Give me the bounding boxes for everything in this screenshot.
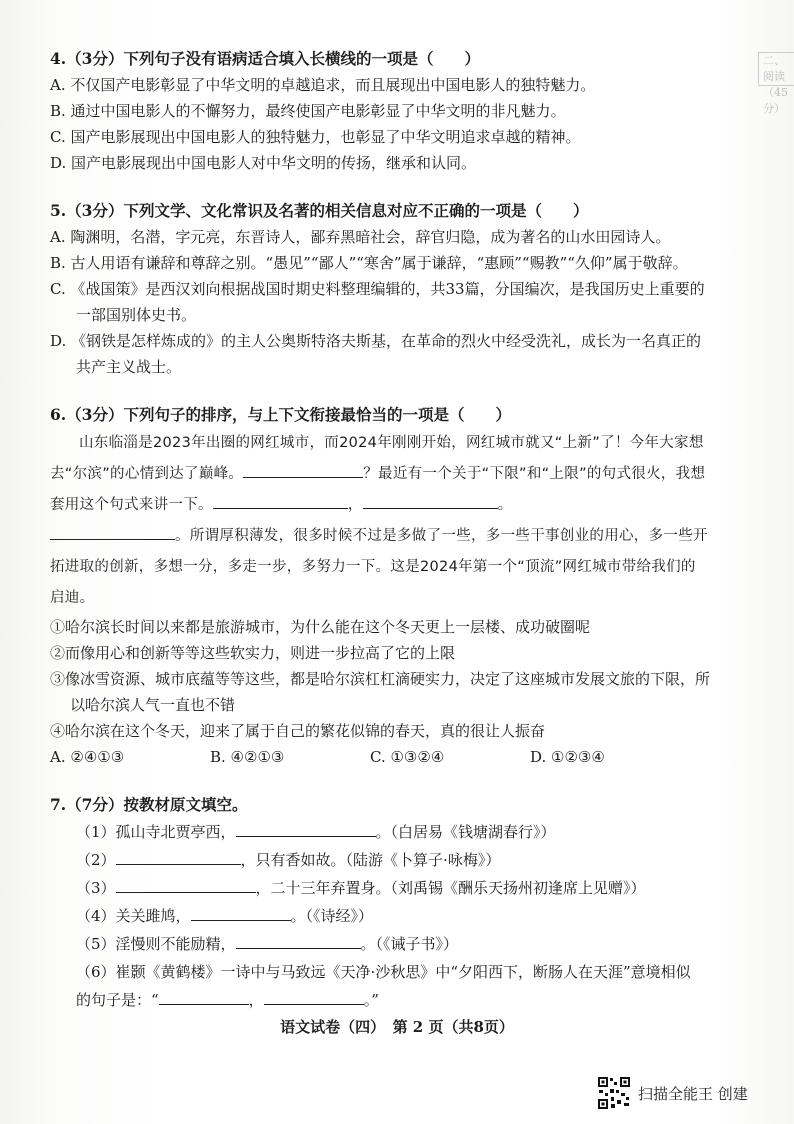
question-5-stem: 5.（3分）下列文学、文化常识及名著的相关信息对应不正确的一项是（ ） xyxy=(50,201,589,220)
question-5-option-a: A. 陶渊明，名潜，字元亮，东晋诗人，鄙弃黑暗社会，辞官归隐，成为著名的山水田园诗人。 xyxy=(50,228,671,246)
fill-prefix: （6）崔颢《黄鹤楼》一诗中与马致远《天净·沙秋思》中“夕阳西下，断肠人在天涯”意境相似 xyxy=(76,963,691,981)
adjacent-page-bleed xyxy=(758,52,794,115)
passage-text: ？最近有一个关于“下限”和“上限”的句式很火，我想套用这个句式来讲一下。 xyxy=(50,466,706,513)
question-5-option-c: C. 《战国策》是西汉刘向根据战国时期史料整理编辑的，共33篇，分国编次，是我国历史上重要的一部国别体史书。 xyxy=(50,280,705,324)
question-6-item-3: ③像冰雪资源、城市底蕴等等这些，都是哈尔滨杠杠滴硬实力，决定了这座城市发展文旅的下限，所以哈尔滨人气一直也不错 xyxy=(50,670,711,714)
answer-blank[interactable] xyxy=(363,490,498,509)
passage-text: 。所谓厚积薄发，很多时候不过是多做了一些，多一些干事创业的用心，多一些开拓进取的创新，多想一分，多走一步，多努力一下。这是2024年第一个“顶流”网红城市带给我们的启迪。 xyxy=(50,528,708,606)
question-6-passage-1: 山东临淄是2023年出圈的网红城市，而2024年刚刚开始，网红城市就又“上新”了！今年大家想去“尔滨”的心情到达了巅峰。 ？最近有一个关于“下限”和“上限”的句式很火，我想套用这个句式来讲一下。 ， 。 xyxy=(50,435,706,513)
questions-area xyxy=(50,46,710,1036)
fill-suffix: 。（白居易《钱塘湖春行》） xyxy=(375,823,556,841)
fill-prefix: （3） xyxy=(76,879,116,897)
question-4-option-a: A. 不仅国产电影彰显了中华文明的卓越追求，而且展现出中国电影人的独特魅力。 xyxy=(50,76,596,94)
question-4-option-d: D. 国产电影展现出中国电影人对中华文明的传扬，继承和认同。 xyxy=(50,154,477,172)
question-6-passage-2 xyxy=(50,521,710,614)
page-footer: 语文试卷（四） 第 2 页（共8页） xyxy=(280,1018,514,1036)
question-4 xyxy=(50,46,710,176)
question-4-option-c: C. 国产电影展现出中国电影人的独特魅力，也彰显了中华文明追求卓越的精神。 xyxy=(50,128,581,146)
fill-suffix: 。” xyxy=(363,991,379,1009)
fill-line-2 xyxy=(50,846,710,874)
answer-blank[interactable] xyxy=(236,930,361,949)
choice-b[interactable]: B. ④②①③ xyxy=(210,748,285,766)
question-6-stem: 6.（3分）下列句子的排序，与上下文衔接最恰当的一项是（ ） xyxy=(50,405,511,424)
answer-blank[interactable] xyxy=(264,986,364,1005)
fill-prefix: （5）淫慢则不能励精， xyxy=(76,935,236,953)
fill-suffix: 。（《诗经》） xyxy=(290,907,374,925)
fill-prefix: 的句子是：“ xyxy=(76,991,159,1009)
fill-separator: ， xyxy=(248,991,264,1009)
answer-blank[interactable] xyxy=(213,490,348,509)
choice-a[interactable]: A. ②④①③ xyxy=(50,748,125,766)
fill-prefix: （1）孤山寺北贾亭西， xyxy=(76,823,236,841)
question-6-item-1: ①哈尔滨长时间以来都是旅游城市，为什么能在这个冬天更上一层楼、成功破圈呢 xyxy=(50,618,591,636)
qr-code-icon xyxy=(597,1076,631,1110)
fill-line-1 xyxy=(50,818,710,846)
question-7-stem: 7.（7分）按教材原文填空。 xyxy=(50,795,248,814)
fill-line-6b xyxy=(50,986,710,1014)
scanner-watermark: 扫描全能王 创建 xyxy=(638,1085,748,1103)
fill-suffix: 。（《诫子书》） xyxy=(360,935,459,953)
question-6-item-2: ②而像用心和创新等等这些软实力，则进一步拉高了它的上限 xyxy=(50,644,456,662)
answer-blank[interactable] xyxy=(191,902,291,921)
question-5-option-d: D. 《钢铁是怎样炼成的》的主人公奥斯特洛夫斯基，在革命的烈火中经受洗礼，成长为一名真正的共产主义战士。 xyxy=(50,332,702,376)
passage-text: 山东临淄是2023年出圈的网红城市，而2024年刚刚开始，网红城市就又“上新”了！今年大家想去“尔滨”的心情到达了巅峰。 xyxy=(50,435,704,482)
answer-blank[interactable] xyxy=(50,521,175,540)
fill-line-5 xyxy=(50,930,710,958)
fill-prefix: （4）关关雎鸠， xyxy=(76,907,191,925)
answer-blank[interactable] xyxy=(243,459,363,478)
question-5-option-b: B. 古人用语有谦辞和尊辞之别。“愚见”“鄙人”“寒舍”属于谦辞，“惠顾”“赐教”“久仰”属于敬辞。 xyxy=(50,254,688,272)
fill-suffix: ，只有香如故。（陆游《卜算子·咏梅》） xyxy=(240,851,501,869)
question-6 xyxy=(50,402,710,770)
question-6-item-4: ④哈尔滨在这个冬天，迎来了属于自己的繁花似锦的春天，真的很让人振奋 xyxy=(50,722,546,740)
fill-line-6 xyxy=(50,958,710,986)
choice-d[interactable]: D. ①②③④ xyxy=(530,748,605,766)
question-4-stem: 4.（3分）下列句子没有语病适合填入长横线的一项是（ ） xyxy=(50,49,480,68)
fill-prefix: （2） xyxy=(76,851,116,869)
question-7 xyxy=(50,792,710,1014)
answer-blank[interactable] xyxy=(159,986,249,1005)
answer-blank[interactable] xyxy=(116,874,256,893)
question-6-choices xyxy=(50,744,710,770)
fill-line-4 xyxy=(50,902,710,930)
question-4-option-b: B. 通过中国电影人的不懈努力，最终使国产电影彰显了中华文明的非凡魅力。 xyxy=(50,102,566,120)
answer-blank[interactable] xyxy=(236,818,376,837)
answer-blank[interactable] xyxy=(116,846,241,865)
fill-suffix: ，二十三年弃置身。（刘禹锡《酬乐天扬州初逢席上见赠》） xyxy=(255,879,646,897)
fill-line-3 xyxy=(50,874,710,902)
bleed-text: 二、阅读（45分） xyxy=(763,54,788,115)
question-5 xyxy=(50,198,710,380)
choice-c[interactable]: C. ①③②④ xyxy=(370,748,445,766)
